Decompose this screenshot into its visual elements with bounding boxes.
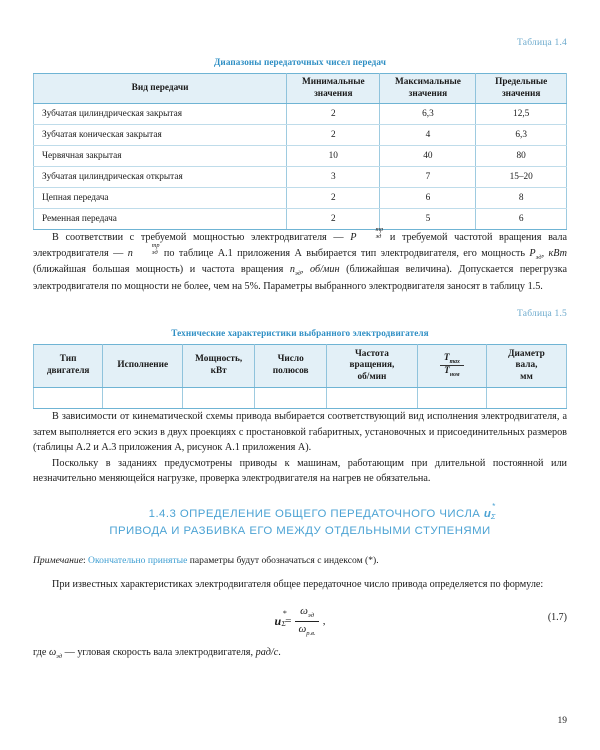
formula-1-7-row — [33, 603, 567, 637]
cell-torque-ratio[interactable] — [417, 388, 486, 409]
table-1-4-caption: Диапазоны передаточных чисел передач — [214, 57, 386, 67]
column-header-poles: Число полюсов — [255, 344, 327, 388]
section-heading-1-4-3 — [33, 501, 567, 540]
formula-equals: = — [285, 615, 292, 627]
column-header-motor-type: Тип двигателя — [34, 344, 103, 388]
table-row — [34, 209, 567, 230]
formula-comma: , — [322, 615, 326, 627]
cell-limit-value: 6,3 — [476, 125, 567, 146]
heading-line-1: 1.4.3 ОПРЕДЕЛЕНИЕ ОБЩЕГО ПЕРЕДАТОЧНОГО ЧИСЛА u * Σ — [33, 506, 567, 523]
cell-transmission-name: Зубчатая цилиндрическая закрытая — [34, 104, 287, 125]
unit-kilowatt: , кВт — [541, 247, 567, 259]
torque-ratio-fraction: $\frac{T_{max}}{T_{ном}}$ — [440, 354, 464, 379]
page-content — [33, 38, 567, 662]
cell-transmission-name: Червячная закрытая — [34, 146, 287, 167]
column-header-execution: Исполнение — [103, 344, 183, 388]
cell-rotation-speed[interactable] — [327, 388, 418, 409]
table-row — [34, 104, 567, 125]
symbol-angular-velocity: $\omega_{эд}$ — [48, 646, 63, 660]
formula-number-1-7: (1.7) — [547, 611, 567, 623]
heading-line-2: ПРИВОДА И РАЗБИВКА ЕГО МЕЖДУ ОТДЕЛЬНЫМИ СТУПЕНЯМИ — [109, 524, 491, 537]
column-header-limit: Предельные значения — [476, 74, 567, 104]
cell-min-value: 2 — [287, 125, 380, 146]
cell-transmission-name: Зубчатая цилиндрическая открытая — [34, 167, 287, 188]
page-number: 19 — [557, 716, 567, 726]
table-1-5 — [33, 344, 567, 410]
cell-max-value: 40 — [380, 146, 476, 167]
cell-shaft-diameter[interactable] — [487, 388, 567, 409]
column-header-max: Максимальные значения — [380, 74, 476, 104]
symbol-required-speed: n тр эд — [127, 241, 160, 259]
cell-limit-value: 6 — [476, 209, 567, 230]
cell-min-value: 2 — [287, 104, 380, 125]
table-1-5-head — [34, 344, 567, 388]
table-1-5-body — [34, 388, 567, 409]
cell-max-value: 4 — [380, 125, 476, 146]
column-header-min: Минимальные значения — [287, 74, 380, 104]
symbol-motor-power: $P_{эд}$ — [529, 247, 542, 261]
table-row — [34, 188, 567, 209]
column-header-shaft-diameter: Диаметр вала, мм — [487, 344, 567, 388]
paragraph-heating-check: Поскольку в заданиях предусмотрены приводы к машинам, работающим при длительной постоянной или незначительно меняющейся нагрузке, проверка электродвигателя на нагрев не обязательна. — [33, 457, 567, 485]
paragraph-formula-intro: При известных характеристиках электродвигателя общее передаточное число привода определяется по формуле: — [52, 579, 544, 591]
cell-max-value: 6 — [380, 188, 476, 209]
table-1-4-head — [34, 74, 567, 104]
cell-min-value: 2 — [287, 188, 380, 209]
table-1-4 — [33, 73, 567, 230]
symbol-required-power: P тр эд — [350, 226, 384, 244]
paragraph-motor-selection: В соответствии с требуемой мощностью электродвигателя — P тр эд и требуемой частотой вращения вала электродвигателя — n тр эд по таблице А.1 приложения А выбирается тип электродвигателя, его мощность $P_{эд}$, кВт (ближайшая большая мощность) и частота вращения $n_{эд}$, об/мин (ближайшая величина). Допускается перегрузка электродвигателя по мощности не более, чем на 5%. Параметры выбранного электродвигателя заносят в таблицу 1.5. — [33, 226, 567, 292]
cell-min-value: 3 — [287, 167, 380, 188]
cell-max-value: 5 — [380, 209, 476, 230]
cell-power[interactable] — [183, 388, 255, 409]
cell-transmission-name: Зубчатая коническая закрытая — [34, 125, 287, 146]
cell-max-value: 7 — [380, 167, 476, 188]
cell-motor-type[interactable] — [34, 388, 103, 409]
paragraph-kinematic-scheme: В зависимости от кинематической схемы привода выбирается соответствующий вид исполнения электродвигателя, а затем выполняется его эскиз в двух проекциях с простановкой габаритных, установочных и присоединительных размеров (таблицы А.2 и А.3 приложения А, рисунок А.1 приложения А). — [33, 411, 567, 454]
table-header-row — [34, 74, 567, 104]
table-row — [34, 125, 567, 146]
column-header-type: Вид передачи — [34, 74, 287, 104]
cell-min-value: 2 — [287, 209, 380, 230]
table-row — [34, 146, 567, 167]
table-1-4-label: Таблица 1.4 — [517, 38, 567, 48]
table-1-4-body — [34, 104, 567, 230]
table-1-5-caption: Технические характеристики выбранного электродвигателя — [171, 327, 429, 338]
formula-fraction: $\frac{\omega_{эд}}{\omega_{р.в.}}$ — [295, 605, 318, 637]
cell-limit-value: 12,5 — [476, 104, 567, 125]
symbol-total-ratio: u * Σ — [483, 501, 496, 521]
note-label: Примечание — [33, 555, 83, 567]
formula-lhs-symbol: u * Σ — [274, 608, 287, 628]
cell-poles[interactable] — [255, 388, 327, 409]
note-final-parameters: Примечание: Окончательно принятые параметры будут обозначаться с индексом (*). — [33, 555, 379, 567]
cell-limit-value: 80 — [476, 146, 567, 167]
unit-rad-per-sec: рад/с — [255, 646, 279, 658]
column-header-torque-ratio — [417, 344, 486, 388]
unit-rpm: , об/мин — [300, 264, 340, 276]
cell-max-value: 6,3 — [380, 104, 476, 125]
paragraph-formula-legend: где $\omega_{эд}$ — угловая скорость вала электродвигателя, рад/с. — [33, 646, 281, 660]
column-header-power: Мощность, кВт — [183, 344, 255, 388]
cell-execution[interactable] — [103, 388, 183, 409]
symbol-motor-speed: $n_{эд}$ — [289, 264, 301, 278]
cell-min-value: 10 — [287, 146, 380, 167]
cell-limit-value: 8 — [476, 188, 567, 209]
cell-transmission-name: Ременная передача — [34, 209, 287, 230]
formula-1-7 — [33, 605, 567, 637]
cell-limit-value: 15–20 — [476, 167, 567, 188]
note-highlight: Окончательно принятые — [88, 555, 188, 567]
cell-transmission-name: Цепная передача — [34, 188, 287, 209]
table-row — [34, 388, 567, 409]
table-row — [34, 167, 567, 188]
column-header-rotation-speed: Частота вращения, об/мин — [327, 344, 418, 388]
table-1-5-label: Таблица 1.5 — [517, 308, 567, 319]
table-header-row — [34, 344, 567, 388]
